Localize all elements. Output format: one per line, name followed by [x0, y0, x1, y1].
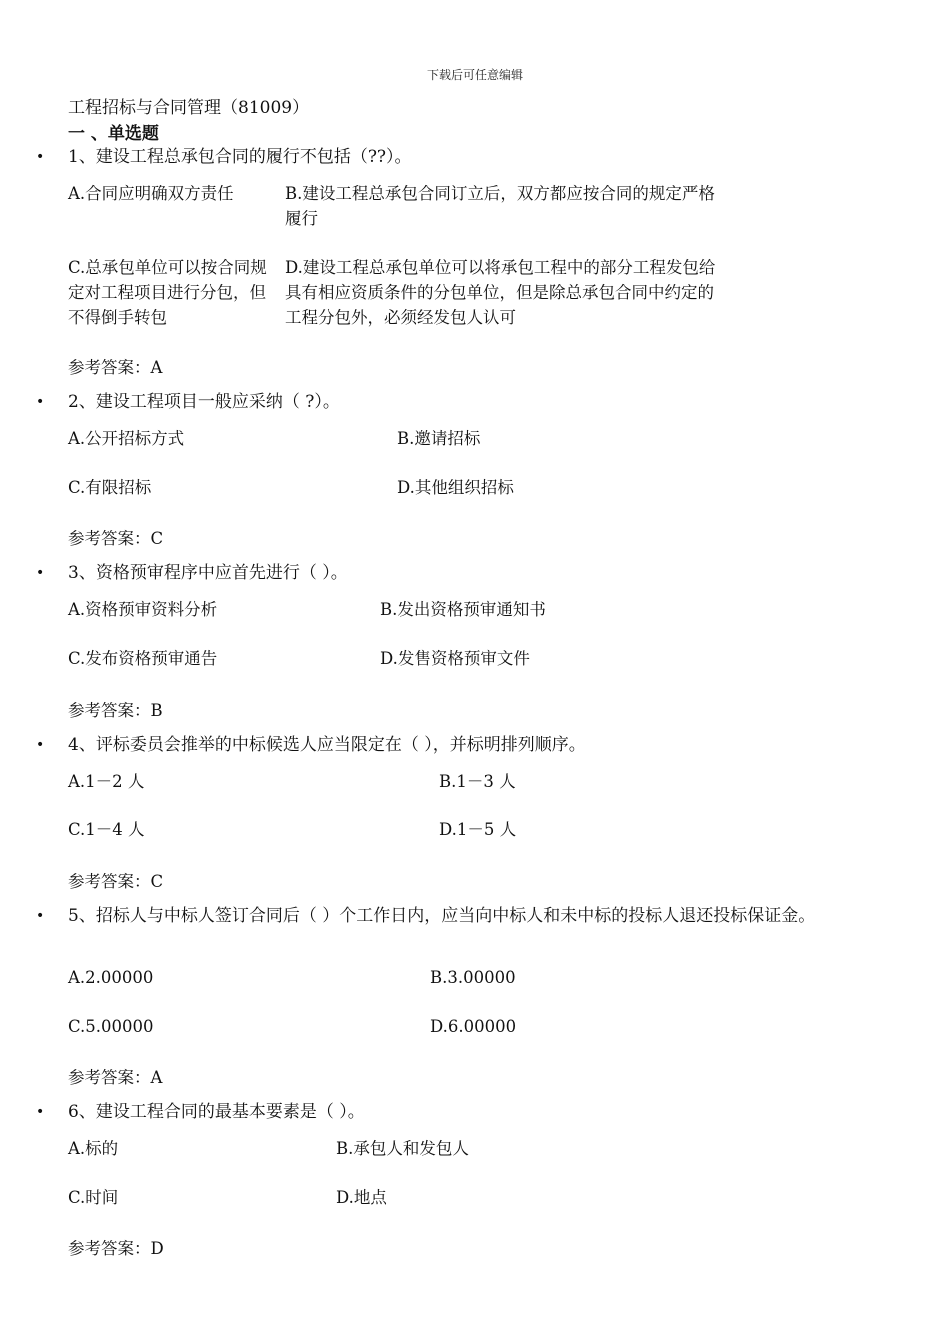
question-3-option-c: C.发布资格预审通告: [68, 649, 218, 668]
question-2-option-d: D.其他组织招标: [397, 478, 514, 497]
question-6-option-a: A.标的: [68, 1139, 119, 1158]
question-1-answer: 参考答案：A: [68, 358, 163, 377]
question-4-option-b: B.1－3 人: [439, 772, 516, 791]
question-2-option-b: B.邀请招标: [397, 429, 481, 448]
bullet-icon: •: [36, 394, 45, 410]
question-5-option-b: B.3.00000: [430, 968, 516, 987]
question-2-option-c: C.有限招标: [68, 478, 152, 497]
question-3-option-d: D.发售资格预审文件: [380, 649, 530, 668]
section-title: 一 、单选题: [68, 124, 159, 144]
question-4-stem: 4、评标委员会推举的中标候选人应当限定在（ ），并标明排列顺序。: [68, 735, 586, 755]
question-6-option-d: D.地点: [336, 1188, 387, 1207]
question-2-option-a: A.公开招标方式: [68, 429, 185, 448]
question-1-option-a: A.合同应明确双方责任: [68, 184, 234, 203]
question-6-answer: 参考答案：D: [68, 1239, 164, 1258]
question-3-answer: 参考答案：B: [68, 701, 163, 720]
bullet-icon: •: [36, 908, 45, 924]
bullet-icon: •: [36, 1104, 45, 1120]
question-5-option-d: D.6.00000: [430, 1017, 517, 1036]
question-3-option-a: A.资格预审资料分析: [68, 600, 218, 619]
question-2-answer: 参考答案：C: [68, 529, 164, 548]
question-5-option-a: A.2.00000: [68, 968, 154, 987]
question-3-stem: 3、资格预审程序中应首先进行（ ）。: [68, 563, 348, 583]
question-2-stem: 2、建设工程项目一般应采纳（ ?）。: [68, 392, 340, 412]
question-4-answer: 参考答案：C: [68, 872, 164, 891]
question-5-stem: 5、招标人与中标人签订合同后（ ）个工作日内，应当向中标人和未中标的投标人退还投标保证金。: [68, 906, 816, 926]
document-title: 工程招标与合同管理（81009）: [68, 98, 310, 118]
question-3-option-b: B.发出资格预审通知书: [380, 600, 546, 619]
question-5-option-c: C.5.00000: [68, 1017, 154, 1036]
question-5-answer: 参考答案：A: [68, 1068, 163, 1087]
question-1-stem: 1、建设工程总承包合同的履行不包括（??）。: [68, 147, 412, 167]
question-6-option-c: C.时间: [68, 1188, 119, 1207]
question-1-option-d: D.建设工程总承包单位可以将承包工程中的部分工程发包给具有相应资质条件的分包单位，但是除总承包合同中约定的工程分包外，必须经发包人认可: [285, 258, 716, 327]
question-4-option-c: C.1－4 人: [68, 820, 145, 839]
bullet-icon: •: [36, 149, 45, 165]
header-note: 下载后可任意编辑: [426, 68, 523, 82]
question-1-option-c: C.总承包单位可以按合同规定对工程项目进行分包，但不得倒手转包: [68, 258, 267, 327]
bullet-icon: •: [36, 737, 45, 753]
question-6-option-b: B.承包人和发包人: [336, 1139, 469, 1158]
question-1-option-b: B.建设工程总承包合同订立后，双方都应按合同的规定严格履行: [285, 184, 715, 228]
question-4-option-d: D.1－5 人: [439, 820, 517, 839]
question-6-stem: 6、建设工程合同的最基本要素是（ ）。: [68, 1102, 365, 1122]
bullet-icon: •: [36, 565, 45, 581]
question-4-option-a: A.1－2 人: [68, 772, 145, 791]
